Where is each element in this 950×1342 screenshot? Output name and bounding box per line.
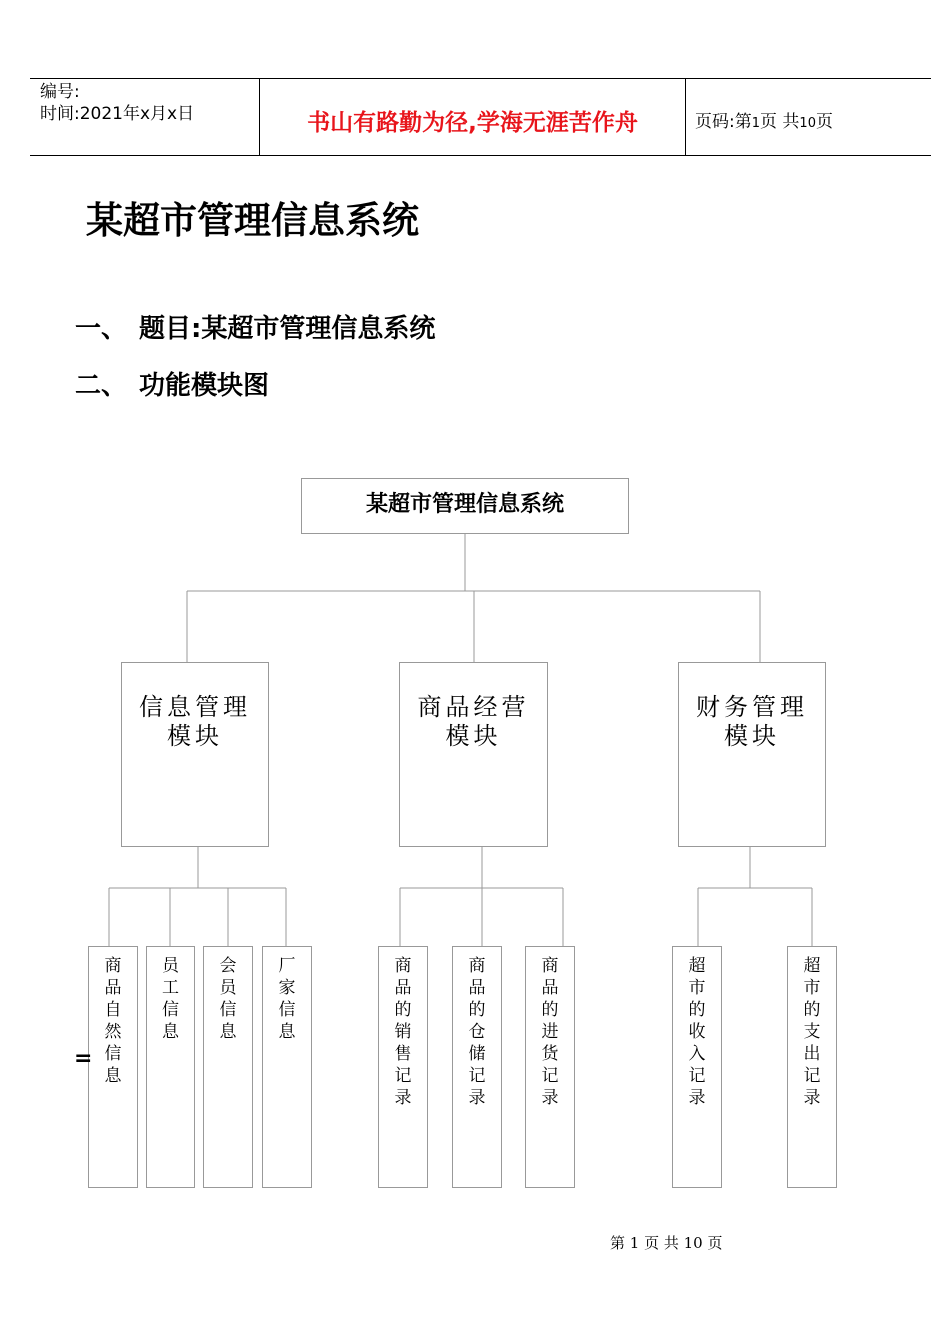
root-label: 某超市管理信息系统 — [365, 492, 564, 517]
leaf-label: 商 品 的 销 售 记 录 — [394, 956, 412, 1108]
module-label-line1: 信息管理 — [139, 693, 251, 721]
leaf-label: 商 品 自 然 信 息 — [104, 956, 122, 1086]
module-box-product-operations — [399, 662, 548, 847]
module-box-finance-management — [678, 662, 826, 847]
leaf-box — [452, 946, 502, 1188]
leaf-box — [88, 946, 138, 1188]
module-label-line1: 财务管理 — [696, 693, 808, 721]
leaf-box — [525, 946, 575, 1188]
module-label — [408, 693, 539, 751]
page-total: 10 — [799, 116, 816, 131]
module-label-line1: 商品经营 — [417, 693, 530, 721]
leaf-box — [203, 946, 253, 1188]
time-label: 时间:2021年x月x日 — [40, 104, 195, 124]
leaf-box — [262, 946, 312, 1188]
module-label-line2: 模块 — [445, 722, 502, 750]
section-text: 功能模块图 — [139, 371, 270, 401]
leaf-box — [672, 946, 722, 1188]
page-footer: 第 1 页 共 10 页 — [610, 1234, 723, 1252]
leaf-box — [378, 946, 428, 1188]
page-prefix: 页码:第 — [695, 112, 752, 132]
leaf-label: 厂 家 信 息 — [278, 956, 296, 1042]
leaf-label: 超 市 的 支 出 记 录 — [803, 956, 821, 1108]
leaf-label: 超 市 的 收 入 记 录 — [688, 956, 706, 1108]
page-suffix: 页 — [815, 112, 833, 132]
header-motto: 书山有路勤为径,学海无涯苦作舟 — [307, 110, 638, 136]
module-box-info-management — [121, 662, 269, 847]
leaf-box — [146, 946, 195, 1188]
page-number: 1 — [751, 116, 761, 131]
section-number: 一、 — [75, 314, 128, 344]
module-label — [687, 693, 817, 751]
leaf-label: 商 品 的 仓 储 记 录 — [468, 956, 486, 1108]
leaf-label: 员 工 信 息 — [162, 956, 179, 1042]
leaf-label: 会 员 信 息 — [219, 956, 237, 1042]
document-title: 某超市管理信息系统 — [86, 199, 419, 242]
module-label — [130, 693, 260, 751]
leaf-label: 商 品 的 进 货 记 录 — [541, 956, 559, 1108]
page-mid: 页 共 — [760, 112, 800, 132]
section-number: 二、 — [75, 371, 128, 401]
serial-label: 编号: — [40, 82, 80, 102]
stray-mark: = — [74, 1046, 93, 1071]
leaf-box — [787, 946, 837, 1188]
module-label-line2: 模块 — [724, 722, 780, 750]
root-box — [301, 478, 629, 534]
module-label-line2: 模块 — [167, 722, 223, 750]
section-text: 题目:某超市管理信息系统 — [139, 314, 436, 344]
